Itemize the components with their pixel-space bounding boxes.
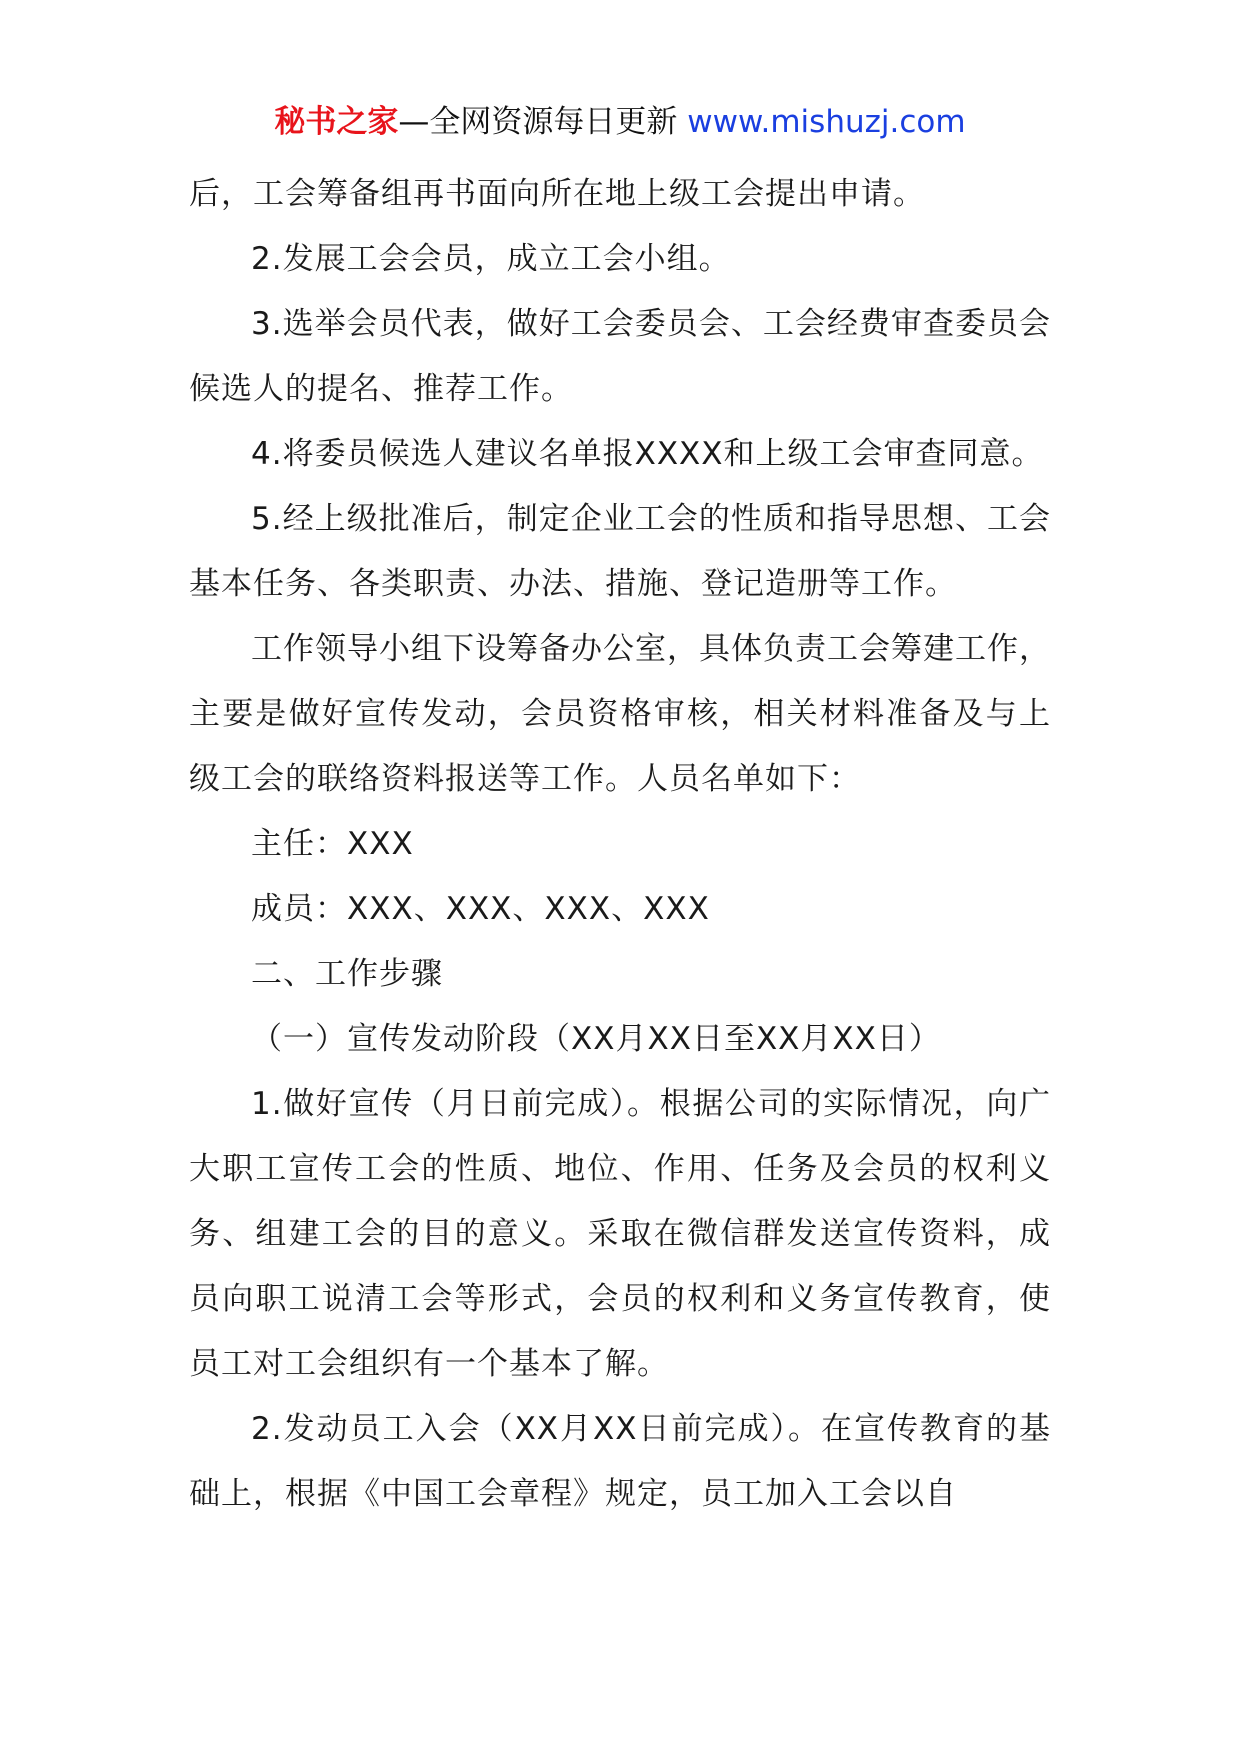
paragraph-office: 工作领导小组下设筹备办公室，具体负责工会筹建工作，主要是做好宣传发动，会员资格审核，相关材料准备及与上级工会的联络资料报送等工作。人员名单如下：	[189, 631, 1051, 797]
website-link[interactable]: www.mishuzj.com	[687, 104, 966, 140]
section-heading: 二、工作步骤	[251, 956, 443, 992]
paragraph-item-4: 4.将委员候选人建议名单报XXXX和上级工会审查同意。	[251, 436, 1044, 472]
page-header	[0, 100, 1240, 144]
members-line: 成员：XXX、XXX、XXX、XXX	[251, 891, 710, 927]
director-line: 主任：XXX	[251, 826, 414, 862]
paragraph-item-5: 5.经上级批准后，制定企业工会的性质和指导思想、工会基本任务、各类职责、办法、措施、登记造册等工作。	[189, 501, 1051, 602]
document-body	[189, 162, 1051, 1527]
paragraph-item-2: 2.发展工会会员，成立工会小组。	[251, 241, 731, 277]
brand-name: 秘书之家	[274, 104, 399, 140]
header-tagline: —全网资源每日更新	[398, 104, 688, 140]
paragraph-step-2: 2.发动员工入会（XX月XX日前完成）。在宣传教育的基础上，根据《中国工会章程》规定，员工加入工会以自	[189, 1411, 1051, 1512]
paragraph-step-1: 1.做好宣传（月日前完成）。根据公司的实际情况，向广大职工宣传工会的性质、地位、作用、任务及会员的权利义务、组建工会的目的意义。采取在微信群发送宣传资料，成员向职工说清工会等形式，会员的权利和义务宣传教育，使员工对工会组织有一个基本了解。	[189, 1086, 1051, 1382]
paragraph-item-3: 3.选举会员代表，做好工会委员会、工会经费审查委员会候选人的提名、推荐工作。	[189, 306, 1051, 407]
paragraph-continuation: 后，工会筹备组再书面向所在地上级工会提出申请。	[189, 176, 925, 212]
subsection-heading: （一）宣传发动阶段（XX月XX日至XX月XX日）	[251, 1021, 941, 1057]
